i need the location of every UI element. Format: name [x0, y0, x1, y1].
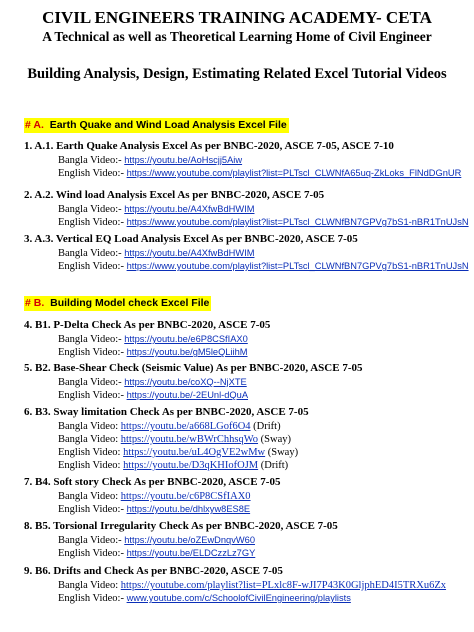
- video-label: English Video:: [58, 447, 121, 458]
- document-title: CIVIL ENGINEERS TRAINING ACADEMY- CETA: [42, 8, 432, 27]
- video-line: [24, 433, 469, 446]
- video-link[interactable]: https://youtu.be/AoHscjj5Aiw: [124, 155, 243, 165]
- item-title: 5. B2. Base-Shear Check (Seismic Value) As per BNBC-2020, ASCE 7-05: [24, 362, 363, 374]
- item-title: 6. B3. Sway limitation Check As per BNBC-2020, ASCE 7-05: [24, 406, 309, 418]
- video-line: [24, 247, 469, 260]
- video-line: [24, 490, 469, 503]
- video-link[interactable]: https://www.youtube.com/playlist?list=PLTscl_CLWNfBN7GPVg7bS1-nBR1TnUJsN: [126, 217, 469, 227]
- item-title: 9. B6. Drifts and Check As per BNBC-2020, ASCE 7-05: [24, 565, 283, 577]
- video-line: [24, 346, 469, 359]
- video-link[interactable]: https://youtu.be/uL4OgVE2wMw: [123, 447, 266, 458]
- video-label: English Video:-: [58, 261, 124, 272]
- video-label: English Video:-: [58, 168, 124, 179]
- video-line: [24, 203, 469, 216]
- video-link[interactable]: https://youtu.be/dhlxyw8ES8E: [126, 504, 251, 514]
- video-label: Bangla Video:-: [58, 377, 122, 388]
- video-line: [24, 389, 469, 402]
- video-label: Bangla Video:: [58, 421, 119, 432]
- item-title: 3. A.3. Vertical EQ Load Analysis Excel As per BNBC-2020, ASCE 7-05: [24, 233, 358, 245]
- section-label: Earth Quake and Wind Load Analysis Excel File: [49, 119, 287, 131]
- section-heading-b: [24, 296, 211, 311]
- video-line: [24, 534, 469, 547]
- video-link[interactable]: https://youtu.be/c6P8CSfIAX0: [120, 491, 251, 502]
- list-item: [24, 405, 469, 472]
- video-link[interactable]: https://www.youtube.com/playlist?list=PLTscl_CLWNfBN7GPVg7bS1-nBR1TnUJsN: [126, 261, 469, 271]
- video-line: [24, 459, 469, 472]
- video-link[interactable]: https://youtu.be/wBWrChhsqWo: [120, 434, 259, 445]
- item-title: 7. B4. Soft story Check As per BNBC-2020, ASCE 7-05: [24, 476, 281, 488]
- video-line: [24, 547, 469, 560]
- video-label: Bangla Video:-: [58, 204, 122, 215]
- video-line: [24, 167, 469, 180]
- video-label: Bangla Video:: [58, 491, 119, 502]
- video-line: [24, 446, 469, 459]
- video-link[interactable]: https://youtu.be/-2EUnl-dQuA: [126, 390, 249, 400]
- list-item: [24, 318, 469, 359]
- video-label: English Video:-: [58, 548, 124, 559]
- video-line: [24, 503, 469, 516]
- item-title: 4. B1. P-Delta Check As per BNBC-2020, ASCE 7-05: [24, 319, 271, 331]
- video-note: (Sway): [265, 447, 299, 458]
- video-line: [24, 420, 469, 433]
- video-label: Bangla Video:: [58, 434, 119, 445]
- item-title: 2. A.2. Wind load Analysis Excel As per BNBC-2020, ASCE 7-05: [24, 189, 325, 201]
- item-title: 8. B5. Torsional Irregularity Check As per BNBC-2020, ASCE 7-05: [24, 520, 338, 532]
- document-heading: Building Analysis, Design, Estimating Related Excel Tutorial Videos: [27, 66, 447, 82]
- video-label: Bangla Video:-: [58, 535, 122, 546]
- video-line: [24, 579, 469, 592]
- video-line: [24, 216, 469, 229]
- video-link[interactable]: https://youtu.be/e6P8CSfIAX0: [124, 334, 248, 344]
- list-item: [24, 475, 469, 516]
- document-subtitle: A Technical as well as Theoretical Learning Home of Civil Engineer: [42, 29, 432, 44]
- list-item: [24, 139, 469, 180]
- video-line: [24, 154, 469, 167]
- video-link[interactable]: https://youtu.be/D3qKHIofOJM: [123, 460, 259, 471]
- video-link[interactable]: www.youtube.com/c/SchoolofCivilEngineering/playlists: [126, 593, 351, 603]
- video-link[interactable]: https://youtu.be/A4XfwBdHWIM: [124, 204, 255, 214]
- video-link[interactable]: https://youtu.be/a668LGof6O4: [120, 421, 251, 432]
- video-label: Bangla Video:-: [58, 155, 122, 166]
- item-title: 1. A.1. Earth Quake Analysis Excel As per BNBC-2020, ASCE 7-05, ASCE 7-10: [24, 140, 394, 152]
- video-label: English Video:-: [58, 217, 124, 228]
- list-item: [24, 361, 469, 402]
- video-note: (Drift): [250, 421, 281, 432]
- video-link[interactable]: https://youtu.be/A4XfwBdHWIM: [124, 248, 255, 258]
- video-line: [24, 376, 469, 389]
- section-heading-a: [24, 118, 289, 133]
- list-item: [24, 188, 469, 229]
- video-label: Bangla Video:-: [58, 248, 122, 259]
- video-link[interactable]: https://youtu.be/oZEwDnqvW60: [124, 535, 255, 545]
- video-link[interactable]: https://youtu.be/gM5leQLiihM: [126, 347, 248, 357]
- video-label: English Video:-: [58, 390, 124, 401]
- section-hash: # A.: [25, 119, 44, 131]
- video-line: [24, 333, 469, 346]
- video-link[interactable]: https://www.youtube.com/playlist?list=PLTscl_CLWNfA65uq-ZkLoks_FlNdDGnUR: [126, 168, 462, 178]
- video-label: English Video:: [58, 460, 121, 471]
- list-item: [24, 564, 469, 605]
- list-item: [24, 519, 469, 560]
- video-label: English Video:-: [58, 593, 124, 604]
- section-hash: # B.: [25, 297, 45, 309]
- video-link[interactable]: https://youtu.be/coXQ--NjXTE: [124, 377, 247, 387]
- video-label: English Video:-: [58, 504, 124, 515]
- video-label: Bangla Video:-: [58, 334, 122, 345]
- list-item: [24, 232, 469, 273]
- video-link[interactable]: https://youtube.com/playlist?list=PLxlc8F-wJI7P43K0GljphED4I5TRXu6Zx: [120, 580, 447, 591]
- video-note: (Sway): [258, 434, 291, 445]
- video-label: Bangla Video:: [58, 580, 119, 591]
- video-note: (Drift): [258, 460, 289, 471]
- video-line: [24, 592, 469, 605]
- section-label: Building Model check Excel File: [50, 297, 210, 309]
- video-link[interactable]: https://youtu.be/ELDCzzLz7GY: [126, 548, 256, 558]
- video-label: English Video:-: [58, 347, 124, 358]
- video-line: [24, 260, 469, 273]
